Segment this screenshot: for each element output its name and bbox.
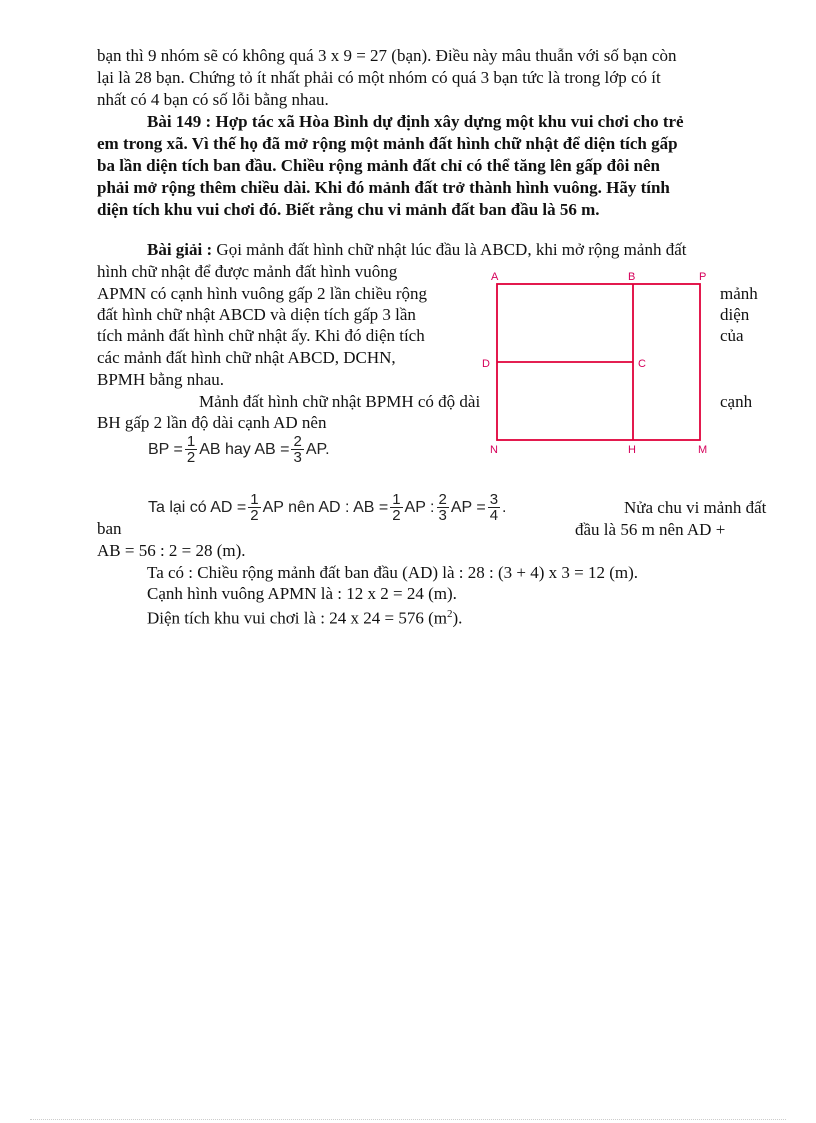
solution-line-3: APMN có cạnh hình vuông gấp 2 lần chiều rộng [97, 284, 428, 303]
fraction-one-half: $\frac{1}{2}$ [250, 491, 259, 524]
ban-text: ban [97, 519, 122, 538]
fraction-three-quarters: $\frac{3}{4}$ [489, 491, 499, 524]
label-h: H [628, 444, 636, 456]
first-perimeter-text: đầu là 56 m nên AD + [575, 520, 726, 539]
label-m: M [698, 444, 708, 456]
intro-line-1: bạn thì 9 nhóm sẽ có không quá 3 x 9 = 27 (bạn). Điều này mâu thuẫn với số bạn còn [97, 46, 677, 65]
solution-line-3-right: mảnh [720, 284, 758, 303]
intro-line-2: lại là 28 bạn. Chứng tỏ ít nhất phải có một nhóm có quá 3 bạn tức là trong lớp có ít [97, 68, 661, 87]
intro-line-3: nhất có 4 bạn có số lỗi bằng nhau. [97, 90, 329, 109]
fraction-one-half: $\frac{1}{2}$ [186, 433, 196, 466]
fraction-one-half: $\frac{1}{2}$ [392, 491, 401, 524]
solution-line-2: hình chữ nhật để được mảnh đất hình vuông [97, 262, 398, 281]
label-n: N [490, 444, 498, 456]
problem-line-5: diện tích khu vui chơi đó. Biết rằng chu vi mảnh đất ban đầu là 56 m. [97, 200, 600, 219]
solution-line-8-right: cạnh [720, 392, 753, 411]
solution-line-4-right: diện [720, 305, 750, 324]
problem-line-4: phải mở rộng thêm chiều dài. Khi đó mảnh đất trở thành hình vuông. Hãy tính [97, 178, 670, 197]
formula-ad-ab: Ta lại có AD = $\frac{1}{2}$ AP nên AD : AB = $\frac{1}{2}$ AP : $\frac{2}{3}$ AP = $\frac{3}{4}$ . [148, 491, 507, 524]
solution-text-1: Gọi mảnh đất hình chữ nhật lúc đầu là ABCD, khi mở rộng mảnh đất [216, 240, 687, 259]
label-c: C [638, 358, 646, 370]
square-side-line: Cạnh hình vuông APMN là : 12 x 2 = 24 (m). [147, 584, 457, 603]
problem-line-2: em trong xã. Vì thế họ đã mở rộng một mảnh đất hình chữ nhật để diện tích gấp [97, 134, 678, 153]
page-bottom-border [30, 1119, 786, 1120]
width-line: Ta có : Chiều rộng mảnh đất ban đầu (AD) là : 28 : (3 + 4) x 3 = 12 (m). [147, 563, 639, 582]
area-line: Diện tích khu vui chơi là : 24 x 24 = 576 $(m^2)$. [147, 608, 463, 628]
label-p: P [699, 271, 707, 283]
half-perimeter-text: Nửa chu vi mảnh đất [624, 498, 767, 517]
solution-line-6: các mảnh đất hình chữ nhật ABCD, DCHN, [97, 348, 396, 367]
square-apmn-diagram [480, 266, 720, 462]
formula-bp: BP = $\frac{1}{2}$ AB hay AB = $\frac{2}{3}$ AP. [148, 433, 330, 466]
label-b: B [628, 271, 636, 283]
label-a: A [491, 271, 499, 283]
fraction-two-thirds: $\frac{2}{3}$ [293, 433, 302, 466]
solution-line-7: BPMH bằng nhau. [97, 370, 225, 389]
problem-line-3: ba lần diện tích ban đầu. Chiều rộng mảnh đất chỉ có thể tăng lên gấp đôi nên [97, 156, 661, 175]
solution-line-5: tích mảnh đất hình chữ nhật ấy. Khi đó diện tích [97, 326, 425, 345]
problem-line-1: Bài 149 : Hợp tác xã Hòa Bình dự định xây dựng một khu vui chơi cho trẻ [147, 112, 684, 131]
ab-sum-line: AB = 56 : 2 = 28 (m). [97, 541, 246, 560]
solution-line-8: Mảnh đất hình chữ nhật BPMH có độ dài [199, 392, 481, 411]
solution-line-4: đất hình chữ nhật ABCD và diện tích gấp 3 lần [97, 305, 416, 324]
solution-label: Bài giải : [147, 240, 213, 259]
solution-line-1 [147, 239, 686, 260]
fraction-two-thirds: $\frac{2}{3}$ [438, 491, 447, 524]
solution-line-5-right: của [720, 326, 744, 345]
label-d: D [482, 358, 490, 370]
solution-line-9: BH gấp 2 lần độ dài cạnh AD nên [97, 413, 327, 432]
